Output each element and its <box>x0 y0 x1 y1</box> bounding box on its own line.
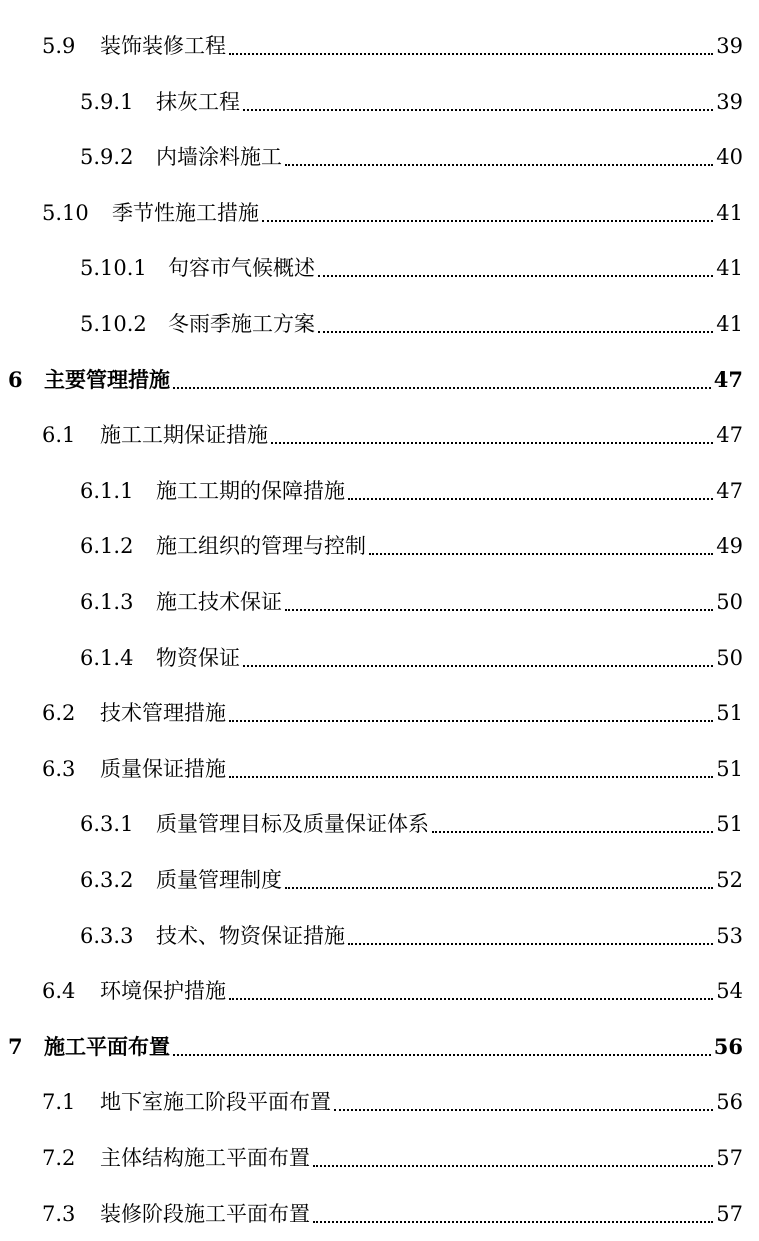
dot-leader <box>271 442 713 444</box>
toc-entry[interactable] <box>0 693 759 733</box>
toc-entry-page-number: 57 <box>716 1201 743 1226</box>
dot-leader <box>173 1054 711 1056</box>
toc-entry-number: 5.10.2 <box>80 312 147 336</box>
toc-entry-title: 施工工期的保障措施 <box>156 478 345 503</box>
toc-entry-title: 质量管理制度 <box>156 868 282 892</box>
toc-entry-number: 6.3 <box>42 756 76 781</box>
dot-leader <box>243 665 713 667</box>
toc-entry-number: 6.3.2 <box>80 868 134 892</box>
toc-entry-page-number: 50 <box>716 645 743 670</box>
toc-entry[interactable] <box>0 360 759 400</box>
toc-entry-number: 5.10 <box>42 200 89 225</box>
toc-entry-title: 物资保证 <box>156 645 240 670</box>
toc-entry[interactable] <box>0 749 759 789</box>
dot-leader <box>432 831 713 833</box>
dot-leader <box>318 275 713 277</box>
toc-entry-title: 装修阶段施工平面布置 <box>100 1201 310 1226</box>
dot-leader <box>285 887 713 889</box>
toc-entry-title: 句容市气候概述 <box>168 256 315 281</box>
toc-entry[interactable] <box>0 1194 759 1234</box>
toc-entry-page-number: 54 <box>716 979 743 1004</box>
toc-entry[interactable] <box>0 304 759 344</box>
toc-entry-page-number: 52 <box>716 868 743 892</box>
toc-entry-page-number: 50 <box>716 590 743 614</box>
toc-entry[interactable] <box>0 916 759 956</box>
toc-entry-title: 主体结构施工平面布置 <box>100 1146 310 1170</box>
toc-entry-title: 施工组织的管理与控制 <box>156 534 366 559</box>
toc-entry-number: 6.2 <box>42 701 76 726</box>
toc-entry-title: 技术管理措施 <box>100 701 226 726</box>
toc-entry[interactable] <box>0 804 759 844</box>
dot-leader <box>243 109 713 111</box>
toc-entry-page-number: 49 <box>716 534 743 559</box>
toc-entry-number: 6.1.1 <box>80 478 134 503</box>
toc-entry[interactable] <box>0 1082 759 1122</box>
toc-entry-number: 7.1 <box>42 1090 76 1115</box>
toc-entry-page-number: 56 <box>713 1033 743 1059</box>
toc-entry-page-number: 51 <box>716 756 743 781</box>
toc-entry-page-number: 41 <box>716 200 743 225</box>
toc-entry-page-number: 41 <box>716 256 743 281</box>
toc-entry[interactable] <box>0 471 759 511</box>
toc-entry-title: 内墙涂料施工 <box>156 145 282 170</box>
toc-entry-number: 6 <box>8 366 23 392</box>
toc-entry-number: 7.2 <box>42 1146 76 1170</box>
toc-entry-number: 6.3.3 <box>80 923 134 948</box>
toc-entry-page-number: 57 <box>716 1146 743 1170</box>
toc-entry[interactable] <box>0 1027 759 1067</box>
toc-entry-number: 6.1 <box>42 423 76 448</box>
toc-entry-title: 质量保证措施 <box>100 756 226 781</box>
dot-leader <box>229 776 713 778</box>
toc-entry-page-number: 41 <box>716 312 743 336</box>
toc-entry-title: 季节性施工措施 <box>112 200 259 225</box>
toc-entry-title: 装饰装修工程 <box>100 34 226 58</box>
toc-entry-number: 6.3.1 <box>80 812 134 837</box>
dot-leader <box>313 1221 713 1223</box>
toc-entry-number: 6.1.3 <box>80 590 134 614</box>
toc-entry[interactable] <box>0 82 759 122</box>
dot-leader <box>229 720 713 722</box>
toc-entry-title: 技术、物资保证措施 <box>156 923 345 948</box>
toc-entry-number: 5.10.1 <box>80 256 147 281</box>
toc-entry-title: 施工平面布置 <box>44 1033 170 1059</box>
toc-entry-number: 6.4 <box>42 979 76 1004</box>
toc-entry[interactable] <box>0 971 759 1011</box>
dot-leader <box>369 553 713 555</box>
toc-entry-page-number: 47 <box>716 423 743 448</box>
toc-entry[interactable] <box>0 638 759 678</box>
toc-entry[interactable] <box>0 860 759 900</box>
dot-leader <box>313 1165 713 1167</box>
dot-leader <box>334 1109 713 1111</box>
toc-entry-page-number: 39 <box>716 34 743 58</box>
dot-leader <box>229 998 713 1000</box>
toc-entry[interactable] <box>0 526 759 566</box>
dot-leader <box>262 220 713 222</box>
toc-entry[interactable] <box>0 582 759 622</box>
toc-entry-page-number: 39 <box>716 89 743 114</box>
toc-entry[interactable] <box>0 137 759 177</box>
toc-entry-page-number: 47 <box>713 366 743 392</box>
toc-entry-page-number: 51 <box>716 812 743 837</box>
dot-leader <box>173 387 711 389</box>
toc-entry-number: 6.1.4 <box>80 645 134 670</box>
toc-entry-title: 冬雨季施工方案 <box>168 312 315 336</box>
toc-entry-title: 地下室施工阶段平面布置 <box>100 1090 331 1115</box>
toc-entry-number: 5.9.2 <box>80 145 134 170</box>
toc-entry[interactable] <box>0 193 759 233</box>
dot-leader <box>285 164 713 166</box>
dot-leader <box>348 943 713 945</box>
dot-leader <box>348 498 713 500</box>
toc-entry-number: 7.3 <box>42 1201 76 1226</box>
toc-entry-page-number: 53 <box>716 923 743 948</box>
toc-entry[interactable] <box>0 415 759 455</box>
toc-entry[interactable] <box>0 1138 759 1178</box>
dot-leader <box>318 331 713 333</box>
toc-entry-title: 环境保护措施 <box>100 979 226 1004</box>
toc-entry-number: 5.9 <box>42 34 76 58</box>
toc-entry-number: 7 <box>8 1033 23 1059</box>
dot-leader <box>285 609 713 611</box>
toc-entry-page-number: 51 <box>716 701 743 726</box>
dot-leader <box>229 53 713 55</box>
toc-entry-title: 抹灰工程 <box>156 89 240 114</box>
toc-entry-number: 5.9.1 <box>80 89 134 114</box>
toc-entry-title: 施工工期保证措施 <box>100 423 268 448</box>
toc-entry-title: 质量管理目标及质量保证体系 <box>156 812 429 837</box>
toc-entry-title: 主要管理措施 <box>44 366 170 392</box>
toc-entry-page-number: 47 <box>716 478 743 503</box>
toc-entry-page-number: 40 <box>716 145 743 170</box>
toc-entry-number: 6.1.2 <box>80 534 134 559</box>
toc-entry-title: 施工技术保证 <box>156 590 282 614</box>
toc-entry[interactable] <box>0 248 759 288</box>
toc-entry-page-number: 56 <box>716 1090 743 1115</box>
toc-entry[interactable] <box>0 26 759 66</box>
